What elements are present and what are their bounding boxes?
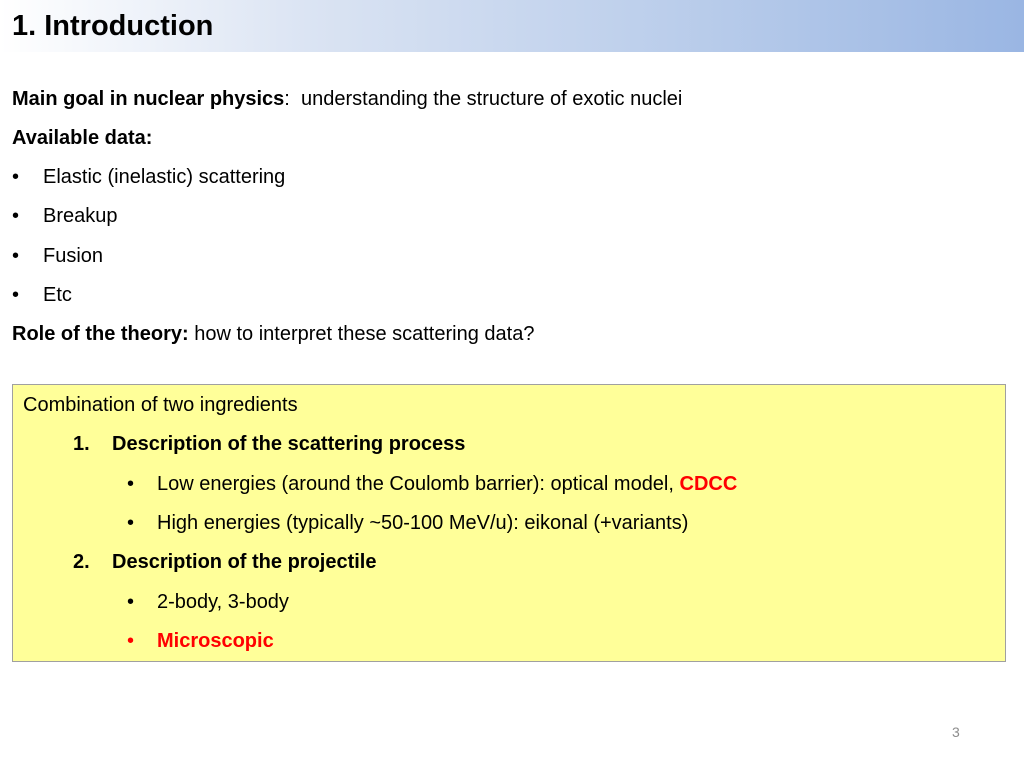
cdcc-highlight: CDCC (679, 473, 738, 495)
bullet-icon: • (127, 591, 135, 613)
bullet-icon: • (127, 473, 135, 495)
main-goal-label: Main goal in nuclear physics (12, 88, 285, 110)
section-number: 1. (73, 433, 90, 455)
bullet-icon: • (127, 512, 135, 534)
main-goal-text: understanding the structure of exotic nuclei (300, 88, 683, 110)
available-data-label: Available data: (12, 127, 153, 149)
bullet-icon: • (127, 630, 135, 652)
page-number: 3 (952, 724, 960, 740)
box-intro: Combination of two ingredients (23, 394, 298, 416)
sub-item (157, 472, 737, 496)
sub-item: 2-body, 3-body (157, 591, 289, 613)
data-item: Etc (43, 284, 72, 306)
main-goal-colon: : (284, 88, 290, 110)
microscopic-highlight: Microscopic (157, 630, 274, 652)
bullet-icon: • (12, 166, 20, 188)
data-item: Fusion (43, 245, 104, 267)
role-text: how to interpret these scattering data? (194, 323, 535, 345)
sub-item: High energies (typically ~50-100 MeV/u): eikonal (+variants) (157, 512, 689, 534)
main-goal-line (12, 87, 682, 111)
data-item: Breakup (43, 205, 118, 227)
title-bar (0, 0, 1024, 52)
sub-item-text: Low energies (around the Coulomb barrier): optical model, (157, 473, 680, 495)
role-label: Role of the theory: (12, 323, 189, 345)
data-item: Elastic (inelastic) scattering (43, 166, 286, 188)
section-number: 2. (73, 551, 90, 573)
bullet-icon: • (12, 284, 20, 306)
bullet-icon: • (12, 205, 20, 227)
role-line (12, 322, 534, 346)
section-heading: Description of the projectile (112, 551, 377, 573)
section-heading: Description of the scattering process (112, 433, 466, 455)
bullet-icon: • (12, 245, 20, 267)
slide-title: 1. Introduction (12, 10, 214, 42)
